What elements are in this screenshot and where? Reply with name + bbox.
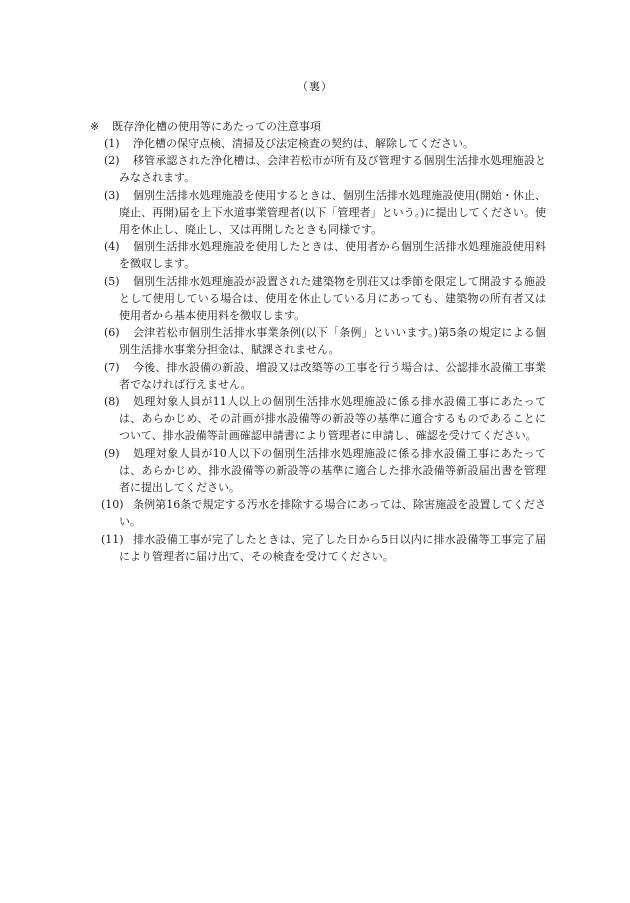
note-item-1 — [0, 135, 630, 152]
note-item-4 — [0, 238, 630, 272]
note-text: 排水設備工事が完了したときは、完了した日から5日以内に排水設備等工事完了届により管理者に届け出て、その検査を受けてください。 — [119, 532, 546, 563]
note-number: (8) — [104, 395, 120, 409]
section-heading-text: 既存浄化槽の使用等にあたっての注意事項 — [112, 120, 321, 133]
page-title: （裏） — [297, 80, 333, 93]
note-item-10 — [0, 496, 630, 530]
note-number: (5) — [104, 274, 120, 288]
reference-mark: ※ — [90, 120, 100, 133]
note-number: (10) — [101, 498, 124, 512]
note-text: 今後、排水設備の新設、増設又は改築等の工事を行う場合は、公認排水設備工事業者でなければ行えません。 — [119, 360, 546, 391]
note-text: 処理対象人員が11人以上の個別生活排水処理施設に係る排水設備工事にあたっては、あらかじめ、その計画が排水設備等の新設等の基準に適合するものであることについて、排水設備等計画確認申請書により管理者に申請し、確認を受けてください。 — [119, 395, 546, 443]
note-text: 個別生活排水処理施設を使用するときは、個別生活排水処理施設使用(開始・休止、廃止、再開)届を上下水道事業管理者(以下「管理者」という。)に提出してください。使用を休止し、廃止し、又は再開したときも同様です。 — [119, 188, 546, 237]
note-number: (6) — [104, 326, 120, 340]
notes-list — [0, 135, 630, 565]
note-number: (4) — [104, 240, 120, 254]
note-item-5 — [0, 273, 630, 325]
note-text: 条例第16条で規定する汚水を排除する場合にあっては、除害施設を設置してください。 — [119, 498, 546, 529]
note-item-7 — [0, 359, 630, 393]
section-heading — [90, 118, 560, 135]
note-text: 個別生活排水処理施設を使用したときは、使用者から個別生活排水処理施設使用料を徴収します。 — [119, 240, 546, 271]
note-item-9 — [0, 445, 630, 497]
note-text: 会津若松市個別生活排水事業条例(以下「条例」といいます。)第5条の規定による個別生活排水事業分担金は、賦課されません。 — [119, 326, 546, 357]
note-text: 個別生活排水処理施設が設置された建築物を別荘又は季節を限定して開設する施設として使用している場合は、使用を休止している月にあっても、建築物の所有者又は使用者から基本使用料を徴収します。 — [119, 274, 546, 323]
note-text: 移管承認された浄化槽は、会津若松市が所有及び管理する個別生活排水処理施設とみなされます。 — [119, 154, 546, 185]
note-item-11 — [0, 531, 630, 565]
note-number: (2) — [104, 154, 120, 168]
note-item-8 — [0, 393, 630, 445]
note-text: 浄化槽の保守点検、清掃及び法定検査の契約は、解除してください。 — [133, 137, 474, 150]
note-item-2 — [0, 152, 630, 186]
note-item-6 — [0, 324, 630, 358]
note-text: 処理対象人員が10人以下の個別生活排水処理施設に係る排水設備工事にあたっては、あらかじめ、排水設備等の新設等の基準に適合した排水設備等新設届出書を管理者に提出してください。 — [119, 446, 546, 495]
note-number: (11) — [101, 532, 124, 546]
note-number: (1) — [104, 137, 120, 150]
note-number: (9) — [104, 446, 120, 460]
note-item-3 — [0, 187, 630, 239]
note-number: (3) — [104, 188, 120, 202]
note-number: (7) — [104, 360, 120, 374]
